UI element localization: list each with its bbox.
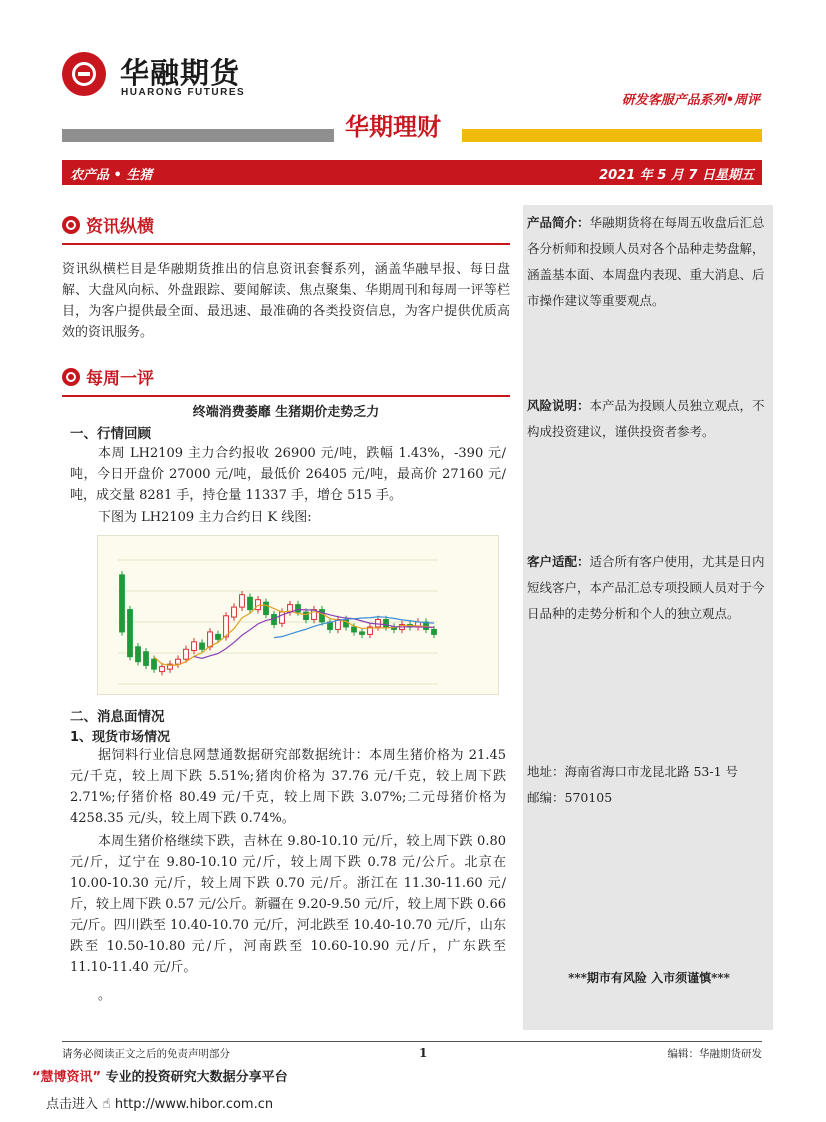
footer-disclaimer: 请务必阅读正文之后的免责声明部分 xyxy=(62,1048,230,1060)
header-gold-bar xyxy=(462,129,762,142)
candle-body xyxy=(128,610,133,657)
intro-text: 华融期货将在每周五收盘后汇总各分析师和投顾人员对各个品种走势盘解，涵盖基本面、本周盘内表现、重大消息、后市操作建议等重要观点。 xyxy=(527,215,765,308)
risk-label: 风险说明： xyxy=(527,398,590,413)
footer-divider xyxy=(62,1041,762,1042)
candle-body xyxy=(160,667,165,672)
candle-body xyxy=(208,632,213,647)
sidebar-address: 地址：海南省海口市龙昆北路 53-1 号 xyxy=(527,764,739,779)
candle-body xyxy=(152,659,157,669)
candle-body xyxy=(232,607,237,617)
paragraph-end-mark: 。 xyxy=(98,988,112,1003)
client-text: 适合所有客户使用，尤其是日内短线客户，本产品汇总专项投顾人员对于今日品种的走势分析和个人的独立观点。 xyxy=(527,554,765,621)
sidebar-risk xyxy=(527,393,771,445)
candle-body xyxy=(256,600,261,610)
subheading-review: 一、行情回顾 xyxy=(70,426,151,442)
sidebar-product-intro xyxy=(527,210,771,314)
section-divider xyxy=(62,243,510,245)
company-name-cn: 华融期货 xyxy=(120,56,241,90)
footer-page-number: 1 xyxy=(419,1046,428,1060)
watermark-url[interactable]: http://www.hibor.com.cn xyxy=(114,1097,274,1112)
paragraph-review: 本周 LH2109 主力合约报收 26900 元/吨，跌幅 1.43%，-390 元/吨，今日开盘价 27000 元/吨，最低价 26405 元/吨，最高价 27160 元/吨，成交量 8281 手，持仓量 11337 手，增仓 515 手。 xyxy=(70,446,506,503)
subheading-spot: 1、现货市场情况 xyxy=(70,730,171,745)
footer-editor: 编辑：华融期货研发 xyxy=(667,1048,762,1060)
subheading-news: 二、消息面情况 xyxy=(70,709,165,725)
client-label: 客户适配： xyxy=(527,554,590,569)
candle-body xyxy=(432,629,437,634)
series-label: 研发客服产品系列•周评 xyxy=(621,93,760,108)
sidebar-postcode: 邮编：570105 xyxy=(527,790,613,805)
paragraph-regional-prices: 本周生猪价格继续下跌，吉林在 9.80-10.10 元/斤，较上周下跌 0.80 元/斤，辽宁在 9.80-10.10 元/斤，较上周下跌 0.78 元/公斤。北京在 10.00-10.30 元/斤，较上周下跌 0.70 元/斤。浙江在 11.30-11.60 元/斤，较上周下跌 0.57 元/公斤。新疆在 9.20-9.50 元/斤，较上周下跌 0.66 元/斤。四川跌至 10.40-10.70 元/斤，河北跌至 10.40-10.70 元/斤，山东跌至 10.50-10.80 元/斤，河南跌至 10.60-10.90 元/斤，广东跌至 11.10-11.40 元/斤。 xyxy=(70,834,506,975)
header-gray-bar xyxy=(62,129,334,142)
report-date: 2021 年 5 月 7 日星期五 xyxy=(599,168,754,183)
logo-bar xyxy=(78,72,90,76)
hand-pointer-icon: ☝ xyxy=(102,1096,111,1112)
candle-body xyxy=(304,612,309,619)
watermark-slogan xyxy=(32,1066,288,1085)
candle-body xyxy=(120,575,125,632)
candle-body xyxy=(136,647,141,662)
section-weekly xyxy=(62,364,510,397)
candle-body xyxy=(200,643,205,649)
candle-body xyxy=(320,610,325,622)
sidebar-client-fit xyxy=(527,549,771,627)
watermark-link[interactable] xyxy=(46,1093,273,1112)
candle-body xyxy=(216,634,221,639)
category-label: 农产品 • 生猪 xyxy=(70,168,153,183)
candle-body xyxy=(360,632,365,634)
section-weekly-heading xyxy=(62,364,510,389)
candle-body xyxy=(144,652,149,666)
company-name-en: HUARONG FUTURES xyxy=(121,87,246,98)
moving-average-line xyxy=(154,605,434,665)
section-news-title: 资讯纵横 xyxy=(86,217,154,237)
section-news-heading xyxy=(62,212,510,237)
article-title: 终端消费萎靡 生猪期价走势乏力 xyxy=(192,405,380,420)
candle-body xyxy=(184,649,189,659)
candle-body xyxy=(296,605,301,612)
candle-body xyxy=(264,602,269,614)
page-title: 华期理财 xyxy=(345,113,441,141)
candle-body xyxy=(384,620,389,627)
candle-body xyxy=(192,642,197,651)
kline-chart xyxy=(97,535,499,695)
watermark-click-label: 点击进入 xyxy=(46,1097,99,1112)
section-news-body: 资讯纵横栏目是华融期货推出的信息资讯套餐系列，涵盖华融早报、每日盘解、大盘风向标、外盘跟踪、要闻解读、焦点聚集、华期周刊和每周一评等栏目，为客户提供最全面、最迅速、最准确的各类投资信息，为客户提供优质高效的资讯服务。 xyxy=(62,262,510,340)
section-divider xyxy=(62,395,510,397)
chart-caption: 下图为 LH2109 主力合约日 K 线图: xyxy=(98,510,312,525)
paragraph-spot-prices: 据饲料行业信息网慧通数据研究部数据统计：本周生猪价格为 21.45 元/千克，较上周下跌 5.51%;猪肉价格为 37.76 元/千克，较上周下跌 2.71%;仔猪价格 80.49 元/千克，较上周下跌 3.07%;二元母猪价格为 4258.35 元/头，较上周下跌 0.74%。 xyxy=(70,748,506,826)
candle-body xyxy=(248,597,253,609)
candle-body xyxy=(176,659,181,664)
watermark-slogan-text: 专业的投资研究大数据分享平台 xyxy=(105,1070,288,1085)
candle-body xyxy=(352,627,357,632)
section-logo-icon xyxy=(62,368,80,386)
watermark-brand: “慧博资讯” xyxy=(32,1070,102,1085)
sidebar-warning: ***期市有风险 入市须谨慎*** xyxy=(568,971,730,985)
candle-body xyxy=(240,595,245,607)
risk-text: 本产品为投顾人员独立观点，不构成投资建议，谨供投资者参考。 xyxy=(527,398,765,439)
category-banner xyxy=(62,160,762,185)
section-logo-icon xyxy=(62,216,80,234)
kline-chart-svg xyxy=(98,536,498,694)
section-news xyxy=(62,212,510,343)
section-weekly-title: 每周一评 xyxy=(86,369,154,389)
intro-label: 产品简介： xyxy=(527,215,590,230)
